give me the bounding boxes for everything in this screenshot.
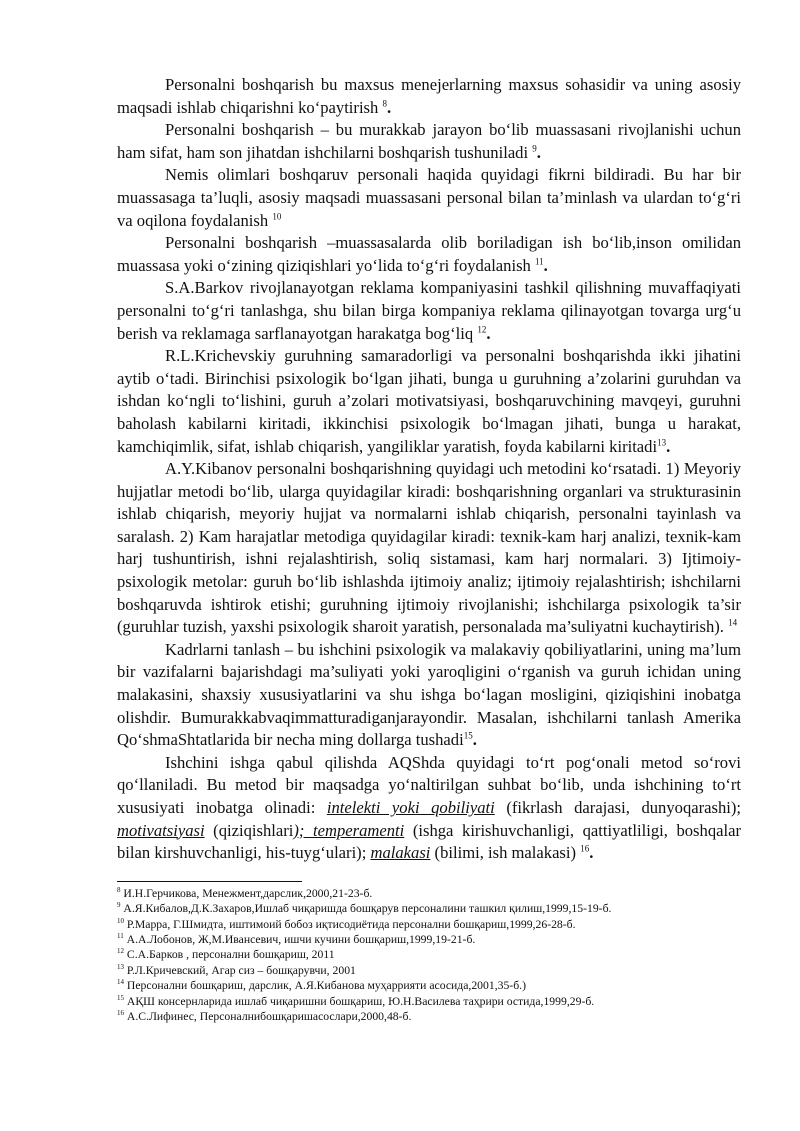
bold-period: . xyxy=(536,142,541,162)
bold-period: . xyxy=(666,436,671,456)
footnote-separator xyxy=(117,881,302,882)
footnote xyxy=(117,886,741,901)
paragraph xyxy=(117,345,741,458)
text-run: (ishga kirishuvchanligi, qattiyatliligi, boshqalar bilan kirshuvchanligi, his-tuyg‘ulari); xyxy=(117,820,741,863)
paragraph xyxy=(117,639,741,752)
underlined-term: intelekti yoki qobiliyati xyxy=(326,798,495,817)
footnote-ref: 15 xyxy=(463,730,473,741)
footnote-text: С.А.Барков , персонални бошқариш, 2011 xyxy=(126,948,335,962)
underlined-term: ); temperamenti xyxy=(293,820,405,840)
footnote xyxy=(117,963,741,978)
text-run: R.L.Krichevskiy guruhning samaradorligi va personalni boshqarishda ikki jihatini aytib o‘tadi. Birinchisi psixologik bo‘lgan jihati, bunga u guruhning a’zolarini guruhdan va ishdan ko‘ngli to‘lishini, guruh a’zolari motivatsiyasi, boshqaruvchining mavqeyi, guruhni baholash kabilarni kiritadi, ikkinchisi psixologik bo‘lmagan jihati, bunga u harakat, kamchiqimlik, sifat, ishlab chiqarish, yangiliklar yaratish, foyda kabilarni kiritadi xyxy=(117,346,741,456)
bold-period: . xyxy=(386,97,392,117)
text-run: A.Y.Kibanov personalni boshqarishning quyidagi uch metodini ko‘rsatadi. 1) Meyoriy hujjatlar metodi bo‘lib, ularga quyidagilar kiradi: boshqarishning organlari va strukturasinin ishlab chiqarish, meyoriy hujjat va normalarni ishlab chiqarish, personalni tayinlash va saralash. 2) Kam harajatlar metodiga quyidagilar kiradi: texnik-kam harj analizi, texnik-kam harj tushuntirish, ishni rejalashtirish, soliq sistamasi, kam harj normalari. 3) Ijtimoiy-psixologik metolar: guruh bo‘lib ishlashda ijtimoiy analiz; ijtimoiy rejalashtirish; ishchilarni boshqaruvda ishtirok etishi; guruhning ijtimoiy rivojlanishi; ishchilarga psixologik ta’sir (guruhlar tuzish, yaxshi psixologik sharoit yaratish, personalada ma’suliyatni kuchaytirish). xyxy=(117,459,741,637)
text-run: Nemis olimlari boshqaruv personali haqida quyidagi fikrni bildiradi. Bu har bir muassasaga ta’luqli, asosiy maqsadi muassasani personal bilan ta’minlash va ulardan to‘g‘ri va oqilona foydalanish xyxy=(117,165,741,230)
text-run: (bilimi, ish malakasi) xyxy=(430,843,581,863)
text-run: Personalni boshqarish –muassasalarda olib boriladigan ish bo‘lib,inson omilidan muassasa yoki o‘zining qiziqishlari yo‘lida to‘g‘ri foydalanish xyxy=(117,233,741,275)
bold-period: . xyxy=(543,255,548,275)
underlined-term: malakasi xyxy=(370,843,431,863)
footnote-number: 10 xyxy=(117,916,124,925)
footnote-text: АҚШ консернларида ишлаб чиқаришни бошқариш, Ю.Н.Василева таҳрири остида,1999,29-б. xyxy=(126,994,595,1008)
footnote xyxy=(117,917,741,932)
footnote-text: Персонални бошқариш, дарслик, А.Я.Кибанова муҳаррияти асосида,2001,35-б.) xyxy=(126,979,526,993)
text-run: (qiziqishlari xyxy=(204,820,294,840)
footnote-number: 9 xyxy=(117,901,121,910)
footnote xyxy=(117,947,741,962)
footnote-ref: 13 xyxy=(657,436,667,447)
footnote-number: 12 xyxy=(117,947,124,956)
footnote xyxy=(117,932,741,947)
text-run: Personalni boshqarish bu maxsus menejerlarning maxsus sohasidir va uning asosiy maqsadi ishlab chiqarishni ko‘paytirish xyxy=(117,75,741,117)
footnote-number: 16 xyxy=(117,1009,124,1018)
footnote-ref: 14 xyxy=(728,617,738,628)
footnote-number: 8 xyxy=(117,885,121,894)
paragraph xyxy=(117,164,741,232)
footnote-ref: 9 xyxy=(532,143,537,154)
footnote-ref: 8 xyxy=(382,98,387,109)
footnote-number: 14 xyxy=(117,978,124,987)
bold-period: . xyxy=(472,730,477,750)
footnote-ref: 10 xyxy=(272,211,282,222)
footnote xyxy=(117,978,741,993)
footnote-text: А.А.Лобонов, Ж,М.Ивансевич, ишчи кучини бошқариш,1999,19-21-б. xyxy=(126,933,476,946)
footnote-ref: 16 xyxy=(580,843,590,854)
footnote xyxy=(117,1009,741,1024)
footnote-text: Р.Л.Кричевский, Агар сиз – бошқарувчи, 2001 xyxy=(126,963,356,977)
paragraph xyxy=(117,74,741,119)
bold-period: . xyxy=(589,843,594,863)
paragraph xyxy=(117,277,741,345)
footnote-number: 13 xyxy=(117,962,124,971)
paragraph xyxy=(117,458,741,639)
footnote-number: 15 xyxy=(117,993,124,1002)
footnotes xyxy=(117,886,741,1025)
text-run: Kadrlarni tanlash – bu ishchini psixologik va malakaviy qobiliyatlarini, uning ma’lum bir vazifalarni bajarishdagi ma’suliyati yoki yaroqligini o‘rganish va guruh ichidan uning malakasini, shaxsiy xususiyatlarini va shu ishga bo‘lagan mosligini, qiziqishini inobatga olishdir. Bumurakkabvaqimmatturadiganjarayondir. Masalan, ishchilarni tanlash Amerika Qo‘shmaShtatlarida bir necha ming dollarga tushadi xyxy=(117,639,741,750)
footnote-text: А.С.Лифинес, Персоналнибошқаришасослари,2000,48-б. xyxy=(126,1010,412,1024)
footnote-number: 11 xyxy=(117,932,124,941)
underlined-term: motivatsiyasi xyxy=(117,820,205,840)
footnote-text: Р.Марра, Г.Шмидта, иштимоий бобоз иқтисодиётида персонални бошқариш,1999,26-28-б. xyxy=(126,917,576,931)
text-run: Personalni boshqarish – bu murakkab jarayon bo‘lib muassasani rivojlanishi uchun ham sifat, ham son jihatdan ishchilarni boshqarish tushuniladi xyxy=(117,120,741,162)
bold-period: . xyxy=(486,323,491,343)
footnote-text: И.Н.Герчикова, Менежмент,дарслик,2000,21-23-б. xyxy=(123,886,373,900)
body-text xyxy=(117,74,741,865)
paragraph xyxy=(117,232,741,277)
text-run: (fikrlash darajasi, dunyoqarashi); xyxy=(494,798,741,817)
text-run: S.A.Barkov rivojlanayotgan reklama kompaniyasini tashkil qilishning muvaffaqiyati personalni to‘g‘ri tanlashga, shu bilan birga kompaniya reklama qilinayotgan tovarga urg‘u berish va reklamaga sarflanayotgan harakatga bog‘liq xyxy=(117,278,741,343)
document-page xyxy=(117,74,741,1024)
footnote-text: А.Я.Кибалов,Д.К.Захаров,Ишлаб чиқаришда бошқарув персоналини ташкил қилиш,1999,15-19-б. xyxy=(123,902,612,916)
text-run: Ishchini ishga qabul qilishda AQShda quyidagi to‘rt pog‘onali metod so‘rovi qo‘llaniladi. Bu metod bir maqsadga yo‘naltirilgan suhbat bo‘lib, unda ishchining to‘rt xususiyati inobatga olinadi: xyxy=(117,752,741,817)
paragraph xyxy=(117,752,741,865)
footnote xyxy=(117,901,741,916)
footnote-ref: 12 xyxy=(477,324,487,334)
footnote-ref: 11 xyxy=(534,256,544,267)
footnote xyxy=(117,994,741,1009)
paragraph xyxy=(117,119,741,164)
